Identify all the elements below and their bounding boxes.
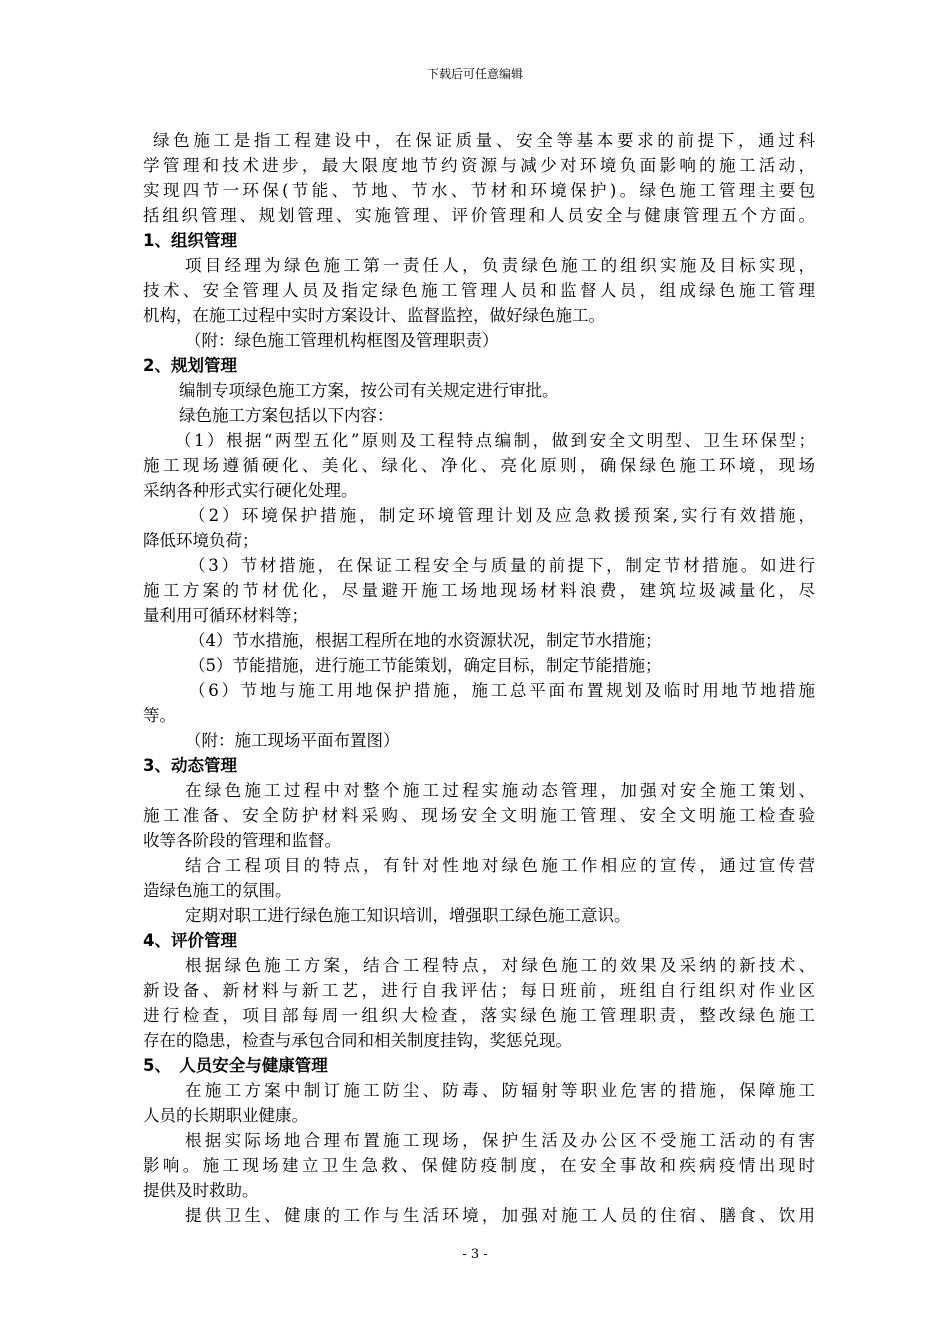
section-heading-safety-health: 5、 人员安全与健康管理 — [143, 1056, 328, 1075]
list-item-line: （1）根据“两型五化”原则及工程特点编制，做到安全文明型、卫生环保型； — [175, 431, 815, 450]
paragraph-line: 绿色施工是指工程建设中，在保证质量、安全等基本要求的前提下，通过科 — [153, 131, 815, 150]
paragraph-line: 实现四节一环保(节能、节地、节水、节材和环境保护)。绿色施工管理主要包 — [143, 181, 815, 200]
paragraph-line: 绿色施工方案包括以下内容： — [179, 406, 394, 425]
list-item-line: （3）节材措施，在保证工程安全与质量的前提下，制定节材措施。如进行 — [189, 556, 815, 575]
paragraph-line: 结合工程项目的特点，有针对性地对绿色施工作相应的宣传，通过宣传营 — [185, 856, 815, 875]
list-item-line: （6）节地与施工用地保护措施，施工总平面布置规划及临时用地节地措施 — [189, 681, 815, 700]
list-item-line: 等。 — [143, 706, 176, 725]
page-number: - 3 - — [462, 1247, 488, 1262]
section-heading-dynamic: 3、动态管理 — [143, 756, 237, 775]
attachment-note: （附：绿色施工管理机构框图及管理职责） — [185, 331, 499, 350]
paragraph-line: 在绿色施工过程中对整个施工过程实施动态管理，加强对安全施工策划、 — [185, 781, 815, 800]
paragraph-line: 括组织管理、规划管理、实施管理、评价管理和人员安全与健康管理五个方面。 — [143, 206, 815, 225]
attachment-note: （附：施工现场平面布置图） — [185, 731, 400, 750]
paragraph-line: 收等各阶段的管理和监督。 — [143, 831, 341, 850]
paragraph-line: 机构，在施工过程中实时方案设计、监督监控，做好绿色施工。 — [143, 306, 605, 325]
paragraph-line: 学管理和技术进步，最大限度地节约资源与减少对环境负面影响的施工活动， — [143, 156, 815, 175]
list-item-line: 施工方案的节材优化，尽量避开施工场地现场材料浪费，建筑垃圾减量化，尽 — [143, 581, 815, 600]
paragraph-line: 影响。施工现场建立卫生急救、保健防疫制度，在安全事故和疾病疫情出现时 — [143, 1156, 815, 1175]
list-item-line: 量利用可循环材料等； — [143, 606, 308, 625]
list-item-line: （2）环境保护措施，制定环境管理计划及应急救援预案,实行有效措施， — [189, 506, 815, 525]
paragraph-line: 根据绿色施工方案，结合工程特点，对绿色施工的效果及采纳的新技术、 — [185, 956, 815, 975]
section-heading-evaluation: 4、评价管理 — [143, 931, 237, 950]
paragraph-line: 进行检查，项目部每周一组织大检查，落实绿色施工管理职责，整改绿色施工 — [143, 1006, 815, 1025]
paragraph-line: 在施工方案中制订施工防尘、防毒、防辐射等职业危害的措施，保障施工 — [185, 1081, 815, 1100]
document-body — [143, 128, 815, 1228]
paragraph-line: 人员的长期职业健康。 — [143, 1106, 308, 1125]
paragraph-line: 施工准备、安全防护材料采购、现场安全文明施工管理、安全文明施工检查验 — [143, 806, 815, 825]
paragraph-line: 新设备、新材料与新工艺，进行自我评估；每日班前，班组自行组织对作业区 — [143, 981, 815, 1000]
paragraph-line: 提供卫生、健康的工作与生活环境，加强对施工人员的住宿、膳食、饮用 — [185, 1206, 815, 1225]
list-item-line: （5）节能措施，进行施工节能策划，确定目标，制定节能措施； — [189, 656, 662, 675]
section-heading-organization: 1、组织管理 — [143, 231, 237, 250]
list-item-line: 采纳各种形式实行硬化处理。 — [143, 481, 358, 500]
paragraph-line: 根据实际场地合理布置施工现场，保护生活及办公区不受施工活动的有害 — [185, 1131, 815, 1150]
paragraph-line: 提供及时救助。 — [143, 1181, 259, 1200]
paragraph-line: 项目经理为绿色施工第一责任人，负责绿色施工的组织实施及目标实现， — [185, 256, 815, 275]
list-item-line: 施工现场遵循硬化、美化、绿化、净化、亮化原则，确保绿色施工环境，现场 — [143, 456, 815, 475]
page-header: 下载后可任意编辑 — [426, 67, 523, 81]
paragraph-line: 存在的隐患，检查与承包合同和相关制度挂钩，奖惩兑现。 — [143, 1031, 572, 1050]
paragraph-line: 编制专项绿色施工方案，按公司有关规定进行审批。 — [179, 381, 559, 400]
paragraph-line: 技术、安全管理人员及指定绿色施工管理人员和监督人员，组成绿色施工管理 — [143, 281, 815, 300]
paragraph-line: 造绿色施工的氛围。 — [143, 881, 292, 900]
list-item-line: （4）节水措施，根据工程所在地的水资源状况，制定节水措施； — [189, 631, 662, 650]
paragraph-line: 定期对职工进行绿色施工知识培训，增强职工绿色施工意识。 — [185, 906, 631, 925]
list-item-line: 降低环境负荷； — [143, 531, 259, 550]
section-heading-planning: 2、规划管理 — [143, 356, 237, 375]
